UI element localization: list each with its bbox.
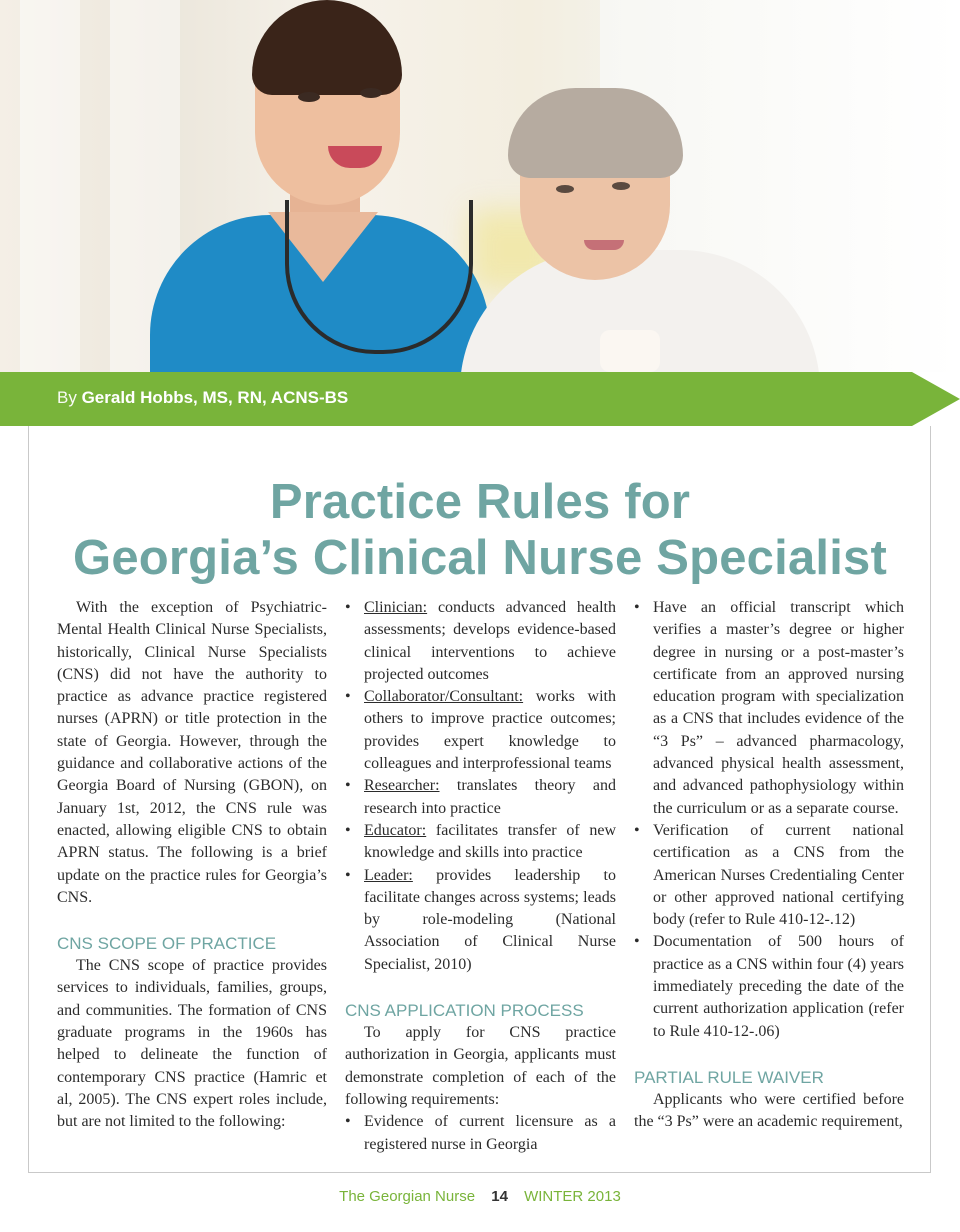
role-name: Collaborator/Consultant: <box>364 688 524 706</box>
column-3 <box>634 597 904 1134</box>
nurse-hair <box>252 0 402 95</box>
bullet-icon: • <box>345 866 351 884</box>
section-heading-waiver: PARTIAL RULE WAIVER <box>634 1067 824 1087</box>
bullet-icon: • <box>345 688 351 706</box>
page-footer <box>0 1188 960 1205</box>
requirement-text: Evidence of current licensure as a registered nurse in Georgia <box>364 1113 616 1153</box>
issue-label: WINTER 2013 <box>524 1188 621 1205</box>
requirement-text: Have an official transcript which verifies a master’s degree or higher degree in nursing or a post-master’s certificate from an approved nursing education program with specialization as a CNS that includes evidence of the “3 Ps” – advanced pharmacology, advanced physical health assessment, and advanced pathophysiology within the curriculum or as a separate course. <box>653 599 904 817</box>
role-name: Educator: <box>364 821 427 839</box>
byline <box>57 388 348 408</box>
list-item <box>345 865 616 976</box>
patient-lace-collar <box>600 330 660 372</box>
list-item <box>345 820 616 865</box>
column-1 <box>57 597 327 1134</box>
list-item <box>634 597 904 820</box>
bullet-icon: • <box>634 821 640 839</box>
role-description: works with others to improve practice outcomes; provides expert knowledge to colleagues and interprofessional teams <box>364 688 616 773</box>
bullet-icon: • <box>345 821 351 839</box>
section-heading-application: CNS APPLICATION PROCESS <box>345 1001 584 1021</box>
role-description: conducts advanced health assessments; develops evidence-based clinical interventions to achieve projected outcomes <box>364 599 616 683</box>
intro-paragraph: With the exception of Psychiatric-Mental Health Clinical Nurse Specialists, historically, Clinical Nurse Specialists (CNS) did not have the authority to practice as advance practice registered nurses (APRN) or title protection in the state of Georgia. However, through the guidance and collaborative actions of the Georgia Board of Nursing (GBON), on January 1st, 2012, the CNS rule was enacted, allowing eligible CNS to obtain APRN status. The following is a brief update on the practice rules for Georgia’s CNS. <box>57 599 327 906</box>
title-line-1: Practice Rules for <box>269 475 691 529</box>
bullet-icon: • <box>634 933 640 951</box>
title-line-2: Georgia’s Clinical Nurse Specialist <box>73 531 887 585</box>
bullet-icon: • <box>345 777 351 795</box>
section-heading-scope: CNS SCOPE OF PRACTICE <box>57 934 277 954</box>
role-description: facilitates transfer of new knowledge and skills into practice <box>364 821 616 862</box>
page-number: 14 <box>491 1188 508 1205</box>
list-item <box>634 931 904 1042</box>
role-description: provides leadership to facilitate changes across systems; leads by role-modeling (National Association of Clinical Nurse Specialist, 2010) <box>364 866 616 973</box>
patient-hair <box>508 88 683 178</box>
list-item <box>345 1111 616 1156</box>
requirement-text: Documentation of 500 hours of practice as a CNS within four (4) years immediately preceding the date of the current authorization application (refer to Rule 410-12-.06) <box>653 933 904 1040</box>
patient-smile <box>584 240 624 250</box>
column-2 <box>345 597 616 1156</box>
bullet-icon: • <box>634 599 640 616</box>
publication-name: The Georgian Nurse <box>339 1188 476 1205</box>
requirement-text: Verification of current national certification as a CNS from the American Nurses Credentialing Center or other approved national certifying body (refer to Rule 410-12-.12) <box>653 821 904 929</box>
background-blind <box>20 0 80 372</box>
byline-prefix: By <box>57 388 77 407</box>
list-item <box>345 686 616 775</box>
byline-author: Gerald Hobbs, MS, RN, ACNS-BS <box>81 388 349 407</box>
requirements-list-continued <box>634 597 904 1043</box>
scope-paragraph: The CNS scope of practice provides services to individuals, families, groups, and communities. The formation of CNS graduate programs in the 1960s has helped to delineate the function of contemporary CNS practice (Hamric et al, 2005). The CNS expert roles include, but are not limited to the following: <box>57 957 327 1131</box>
list-item <box>634 820 904 931</box>
nurse-eye <box>298 92 320 102</box>
list-item <box>345 775 616 820</box>
article-title <box>0 474 960 586</box>
waiver-paragraph: Applicants who were certified before the “3 Ps” were an academic requirement, <box>634 1090 904 1131</box>
nurse-eye <box>360 88 382 98</box>
hero-photo <box>0 0 960 372</box>
roles-list <box>345 597 616 976</box>
list-item <box>345 597 616 686</box>
bullet-icon: • <box>345 599 351 616</box>
bullet-icon: • <box>345 1113 351 1131</box>
role-description: translates theory and research into practice <box>364 777 616 817</box>
patient-eye <box>612 182 630 190</box>
application-paragraph: To apply for CNS practice authorization in Georgia, applicants must demonstrate completion of each of the following requirements: <box>345 1024 616 1108</box>
requirements-list <box>345 1111 616 1156</box>
role-name: Clinician: <box>364 599 428 616</box>
role-name: Researcher: <box>364 777 440 795</box>
patient-eye <box>556 185 574 193</box>
role-name: Leader: <box>364 866 413 884</box>
